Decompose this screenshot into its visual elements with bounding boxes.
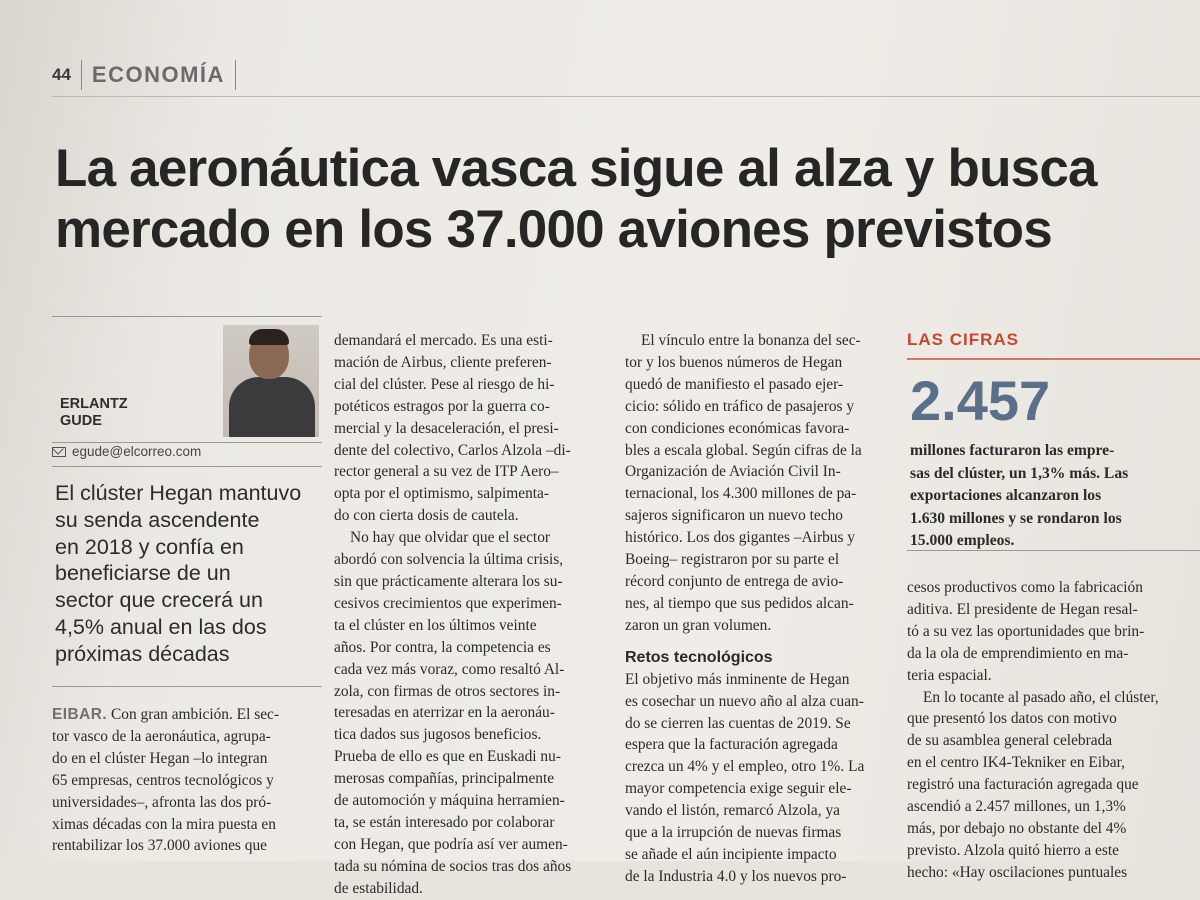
body-line: mercial y la desaceleración, el presi- bbox=[334, 419, 559, 437]
body-line: espera que la facturación agregada bbox=[625, 736, 838, 754]
body-line: años. Por contra, la competencia es bbox=[334, 638, 551, 656]
sidebar-line: sas del clúster, un 1,3% más. Las bbox=[910, 464, 1129, 482]
header-divider bbox=[81, 60, 82, 90]
body-line: cesos productivos como la fabricación bbox=[907, 579, 1143, 596]
body-line: abordó con solvencia la última crisis, bbox=[334, 551, 564, 569]
body-line: sin que prácticamente alterara los su- bbox=[334, 572, 563, 590]
body-line: previsto. Alzola quitó hierro a este bbox=[907, 841, 1119, 859]
body-line: cial del clúster. Pese al riesgo de hi- bbox=[334, 375, 555, 393]
author-last-name: GUDE bbox=[60, 413, 102, 429]
body-line: tor y los buenos números de Hegan bbox=[625, 353, 843, 371]
body-line: demandará el mercado. Es una esti- bbox=[334, 332, 553, 349]
deck-line: sector que crecerá un bbox=[55, 588, 263, 613]
body-line: da la ola de emprendimiento en ma- bbox=[907, 644, 1129, 662]
deck-rule bbox=[52, 686, 322, 687]
page-header bbox=[52, 58, 246, 92]
header-divider bbox=[235, 60, 236, 90]
body-line: aditiva. El presidente de Hegan resal- bbox=[907, 600, 1138, 618]
sidebar-line: millones facturaron las empre- bbox=[910, 442, 1115, 459]
body-line: tica dados sus jugosos beneficios. bbox=[334, 726, 542, 744]
body-line: teresadas en aterrizar en la aeronáu- bbox=[334, 704, 555, 722]
body-line: crezca un 4% y el empleo, otro 1%. La bbox=[625, 758, 865, 776]
author-name bbox=[60, 396, 128, 430]
deck-summary bbox=[55, 480, 325, 668]
body-line: tor vasco de la aeronáutica, agrupa- bbox=[52, 727, 271, 745]
deck-line: su senda ascendente bbox=[55, 507, 260, 532]
body-line: Boeing– registraron por su parte el bbox=[625, 551, 840, 569]
body-line: En lo tocante al pasado año, el clúster, bbox=[923, 688, 1159, 706]
body-column-1 bbox=[52, 704, 324, 857]
photo-hair bbox=[249, 329, 289, 345]
body-line: rector general a su vez de ITP Aero– bbox=[334, 463, 559, 481]
headline-line: La aeronáutica vasca sigue al alza y busca bbox=[55, 139, 1097, 198]
body-line: ternacional, los 4.300 millones de pa- bbox=[625, 485, 857, 503]
photo-body bbox=[229, 377, 315, 437]
body-line: nes, al tiempo que sus pedidos alcan- bbox=[625, 594, 854, 612]
body-line: es cosechar un nuevo año al alza cuan- bbox=[625, 692, 864, 710]
body-line: dente del colectivo, Carlos Alzola –di- bbox=[334, 441, 571, 459]
body-line: Con gran ambición. El sec- bbox=[107, 706, 279, 723]
headline-line: mercado en los 37.000 aviones previstos bbox=[55, 200, 1052, 259]
body-line: rentabilizar los 37.000 aviones que bbox=[52, 837, 267, 855]
author-photo bbox=[223, 325, 319, 437]
body-line: hecho: «Hay oscilaciones puntuales bbox=[907, 863, 1128, 881]
body-line: de su asamblea general celebrada bbox=[907, 732, 1113, 750]
byline-rule bbox=[52, 316, 322, 317]
deck-line: 4,5% anual en las dos bbox=[55, 614, 267, 639]
body-line: Organización de Aviación Civil In- bbox=[625, 463, 841, 481]
sidebar-line: 15.000 empleos. bbox=[910, 532, 1015, 550]
body-line: potéticos estragos por la guerra co- bbox=[334, 397, 550, 415]
body-line: récord conjunto de entrega de avio- bbox=[625, 572, 844, 590]
body-line: tada su nómina de socios tras dos años bbox=[334, 857, 572, 875]
body-line: de estabilidad. bbox=[334, 879, 423, 897]
body-line: El objetivo más inminente de Hegan bbox=[625, 670, 850, 688]
body-line: Prueba de ello es que en Euskadi nu- bbox=[334, 748, 561, 766]
body-line: histórico. Los dos gigantes –Airbus y bbox=[625, 529, 855, 547]
body-line: do en el clúster Hegan –lo integran bbox=[52, 749, 268, 767]
dateline: EIBAR. bbox=[52, 706, 108, 723]
body-line: ta, se están interesado por colaborar bbox=[334, 813, 555, 831]
body-line: registró una facturación agregada que bbox=[907, 776, 1139, 794]
sidebar-line: exportaciones alcanzaron los bbox=[910, 487, 1102, 505]
body-line: ta el clúster en los últimos veinte bbox=[334, 616, 537, 634]
sidebar-title: LAS CIFRAS bbox=[907, 330, 1019, 349]
deck-line: próximas décadas bbox=[55, 641, 230, 666]
body-column-2 bbox=[334, 330, 614, 900]
byline-rule bbox=[52, 442, 322, 443]
body-line: opta por el optimismo, salpimenta- bbox=[334, 485, 550, 503]
mail-icon bbox=[52, 447, 66, 457]
body-line: ximas décadas con la mira puesta en bbox=[52, 815, 276, 833]
body-line: que presentó los datos con motivo bbox=[907, 710, 1117, 728]
subheading: Retos tecnológicos bbox=[625, 648, 773, 666]
body-line: No hay que olvidar que el sector bbox=[350, 529, 551, 547]
deck-line: El clúster Hegan mantuvo bbox=[55, 481, 302, 505]
body-line: bles a escala global. Según cifras de la bbox=[625, 441, 862, 459]
body-line: cicio: sólido en tráfico de pasajeros y bbox=[625, 397, 855, 415]
body-line: con Hegan, que podría así ver aumen- bbox=[334, 835, 568, 853]
body-line: se añade el aún incipiente impacto bbox=[625, 845, 837, 863]
byline-rule bbox=[52, 466, 322, 467]
body-line: de la Industria 4.0 y los nuevos pro- bbox=[625, 867, 847, 885]
sidebar-figure: 2.457 bbox=[910, 369, 1051, 432]
body-line: ascendió a 2.457 millones, un 1,3% bbox=[907, 798, 1126, 816]
sidebar-rule bbox=[907, 358, 1200, 360]
body-line: en el centro IK4-Tekniker en Eibar, bbox=[907, 754, 1125, 772]
body-line: El vínculo entre la bonanza del sec- bbox=[641, 332, 861, 349]
body-line: do se cierren las cuentas de 2019. Se bbox=[625, 714, 851, 732]
sidebar-text bbox=[910, 440, 1198, 553]
author-first-name: ERLANTZ bbox=[60, 396, 128, 412]
header-rule bbox=[52, 96, 1200, 97]
sidebar-bottom-rule bbox=[907, 550, 1200, 551]
body-line: sajeros significaron un nuevo techo bbox=[625, 507, 843, 525]
body-line: universidades–, afronta las dos pró- bbox=[52, 793, 272, 811]
sidebar-line: 1.630 millones y se rondaron los bbox=[910, 509, 1122, 527]
body-line: teria espacial. bbox=[907, 666, 992, 684]
author-email-text[interactable]: egude@elcorreo.com bbox=[72, 444, 202, 459]
body-line: do con cierta dosis de cautela. bbox=[334, 507, 519, 525]
body-line: quedó de manifiesto el pasado ejer- bbox=[625, 375, 844, 393]
body-line: tó a su vez las oportunidades que brin- bbox=[907, 622, 1145, 640]
section-title: ECONOMÍA bbox=[91, 62, 225, 87]
body-line: vando el listón, remarcó Alzola, ya bbox=[625, 802, 840, 820]
deck-line: beneficiarse de un bbox=[55, 561, 231, 586]
body-line: de automoción y máquina herramien- bbox=[334, 792, 565, 810]
body-line: 65 empresas, centros tecnológicos y bbox=[52, 771, 274, 789]
body-line: zaron un gran volumen. bbox=[625, 616, 772, 634]
deck-line: en 2018 y confía en bbox=[55, 534, 244, 559]
body-line: zola, con firmas de otros sectores in- bbox=[334, 682, 561, 700]
page-number: 44 bbox=[52, 65, 71, 84]
body-line: merosas compañías, principalmente bbox=[334, 770, 555, 788]
body-line: mayor competencia exige seguir ele- bbox=[625, 780, 852, 798]
body-line: mación de Airbus, cliente preferen- bbox=[334, 353, 552, 371]
body-column-4 bbox=[907, 577, 1199, 884]
body-line: más, por debajo no obstante del 4% bbox=[907, 819, 1127, 837]
body-line: que a la irrupción de nuevas firmas bbox=[625, 824, 842, 842]
author-email[interactable] bbox=[52, 444, 201, 459]
body-line: cesivos crecimientos que experimen- bbox=[334, 594, 562, 612]
body-column-3 bbox=[625, 330, 897, 888]
body-line: con condiciones económicas favora- bbox=[625, 419, 850, 437]
body-line: cada vez más voraz, como resaltó Al- bbox=[334, 660, 565, 678]
headline bbox=[55, 138, 1195, 260]
